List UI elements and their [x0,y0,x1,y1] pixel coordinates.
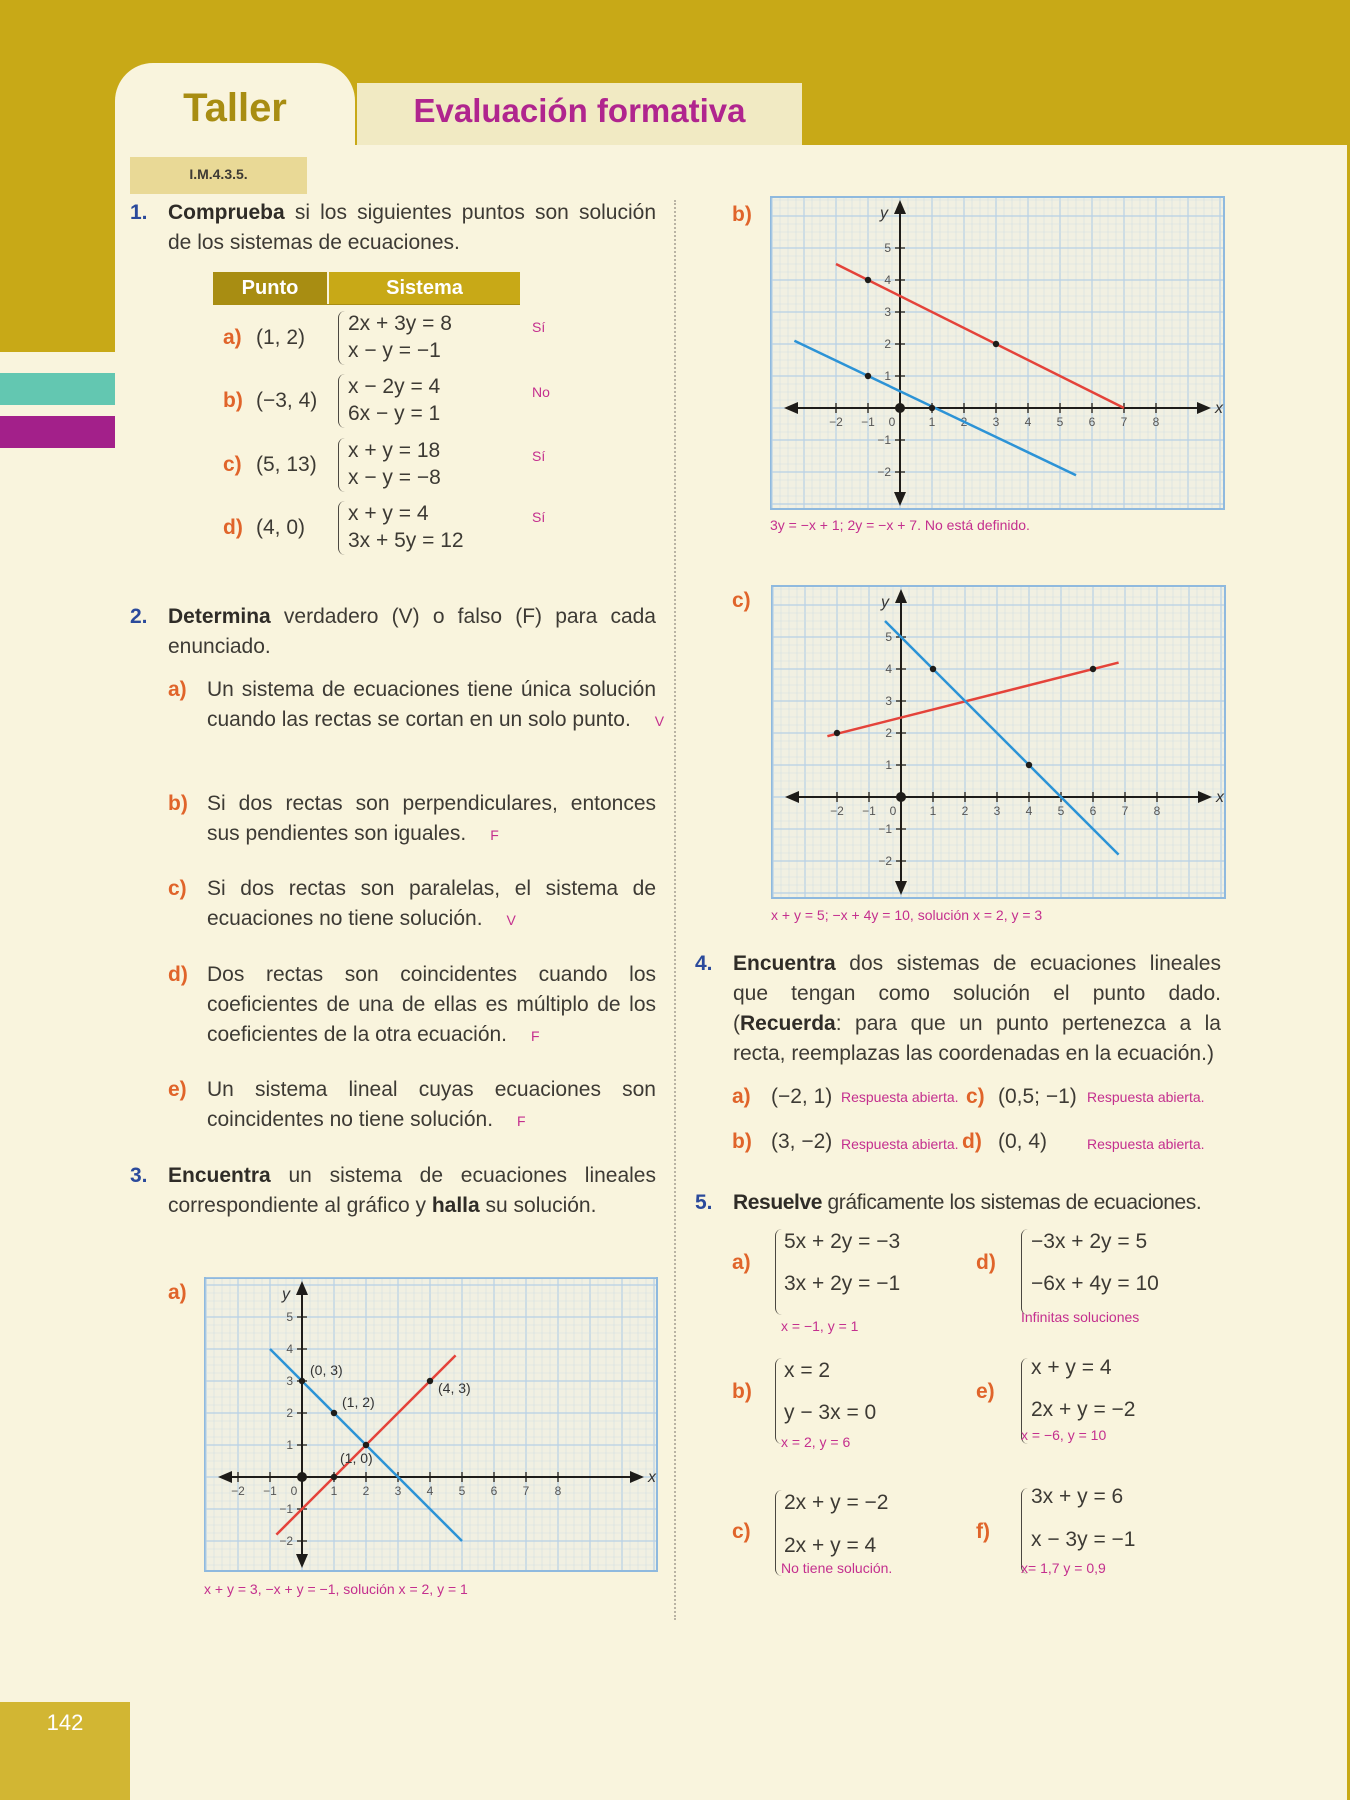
marked-point [331,1474,337,1480]
equation-2: −6x + 4y = 10 [1031,1272,1159,1295]
x-tick-label: 4 [1025,804,1033,818]
point-label: (0, 3) [310,1362,343,1378]
item-label: a) [732,1251,751,1274]
marked-point [929,405,935,411]
statement-c [207,874,656,934]
x-tick-label: 3 [993,804,1001,818]
row-point: (−3, 4) [256,389,318,412]
equation-1: 5x + 2y = −3 [784,1230,901,1253]
item-answer: x = −1, y = 1 [781,1318,859,1334]
equation-1: x + y = 18 [348,439,441,462]
x-tick-label: −1 [861,415,875,429]
left-band [0,0,115,352]
x-tick-label: 2 [961,804,969,818]
equation-1: −3x + 2y = 5 [1031,1230,1148,1253]
x-tick-label: 2 [362,1484,370,1498]
x-tick-label: 7 [1121,804,1129,818]
statement-answer: F [490,827,499,843]
given-point: (0,5; −1) [998,1085,1077,1108]
question-3-prompt [168,1161,656,1221]
graph-3a [204,1277,658,1572]
y-tick-label: 2 [885,726,892,740]
x-axis-label: x [648,1469,656,1486]
page-title: Evaluación formativa [413,92,746,129]
equation-2: x − y = −8 [348,466,441,489]
row-answer: No [532,384,550,400]
marked-point [930,666,936,672]
x-tick-label: −2 [829,415,843,429]
equation-2: 2x + y = 4 [784,1534,877,1557]
row-label: d) [223,516,243,539]
question-1-number: 1. [130,201,148,224]
statement-text: Si dos rectas son perpendiculares, entonces sus pendientes son iguales. [207,792,656,845]
y-tick-label: 4 [286,1342,293,1356]
y-tick-label: 2 [286,1406,293,1420]
marked-point [1026,762,1032,768]
item-label: e) [976,1380,995,1403]
question-4-verb: Encuentra [733,952,836,975]
equation-2: x − y = −1 [348,339,441,362]
magenta-tab [0,416,115,448]
equation-2: 3x + 2y = −1 [784,1272,901,1295]
statement-answer: V [506,912,516,928]
equation-2: 2x + y = −2 [1031,1398,1136,1421]
y-tick-label: 4 [884,273,891,287]
x-tick-label: −2 [231,1484,245,1498]
given-point: (−2, 1) [771,1085,833,1108]
equation-2: y − 3x = 0 [784,1401,877,1424]
x-tick-label: 7 [1120,415,1128,429]
x-tick-label: 8 [1152,415,1160,429]
x-tick-label: −1 [263,1484,277,1498]
x-tick-label: 6 [1089,804,1097,818]
y-tick-label: 1 [885,758,892,772]
item-label: c) [732,1520,751,1543]
statement-text: Si dos rectas son paralelas, el sistema de ecuaciones no tiene solución. [207,877,656,930]
y-tick-label: 1 [884,369,891,383]
x-tick-label: 0 [290,1484,298,1498]
origin-point [895,403,905,413]
y-tick-label: 5 [884,241,891,255]
question-5-number: 5. [695,1191,713,1214]
marked-point [865,373,871,379]
statement-text: Dos rectas son coincidentes cuando los coeficientes de una de ellas es múltiplo de los coeficientes de la otra ecuación. [207,963,656,1046]
y-axis-label: y [881,594,889,611]
row-point: (4, 0) [256,516,306,539]
x-axis-label: x [1216,789,1224,806]
item-label: f) [976,1520,990,1543]
equation-1: 2x + 3y = 8 [348,312,452,335]
x-tick-label: 5 [458,1484,466,1498]
row-label: a) [223,326,242,349]
y-tick-label: −1 [878,822,892,836]
y-tick-label: 3 [884,305,891,319]
x-tick-label: 1 [929,804,937,818]
row-answer: Sí [532,319,546,335]
point-label: (1, 2) [342,1394,375,1410]
system-brace [775,1358,784,1444]
question-3-number: 3. [130,1164,148,1187]
item-answer: Respuesta abierta. [1087,1136,1205,1152]
y-tick-label: 1 [286,1438,293,1452]
y-tick-label: 5 [286,1310,293,1324]
y-tick-label: −1 [877,433,891,447]
question-2-number: 2. [130,605,148,628]
table-header-system: Sistema [329,272,520,304]
x-tick-label: 1 [928,415,936,429]
equation-2: 6x − y = 1 [348,402,441,425]
item-answer: Respuesta abierta. [1087,1089,1205,1105]
question-4-prompt [733,949,1221,1069]
x-tick-label: 4 [426,1484,434,1498]
graph-label: b) [732,203,752,226]
statement-e [207,1075,656,1135]
graph-label: c) [732,589,751,612]
graph-answer: x + y = 5; −x + 4y = 10, solución x = 2, y = 3 [771,907,1043,923]
question-4-number: 4. [695,952,713,975]
question-2-prompt [168,602,656,662]
x-tick-label: 5 [1057,804,1065,818]
skill-code: I.M.4.3.5. [189,166,248,182]
y-tick-label: 3 [885,694,892,708]
statement-answer: F [531,1028,540,1044]
marked-point [834,730,840,736]
question-5-text: gráficamente los sistemas de ecuaciones. [827,1191,1202,1214]
x-tick-label: −1 [862,804,876,818]
marked-point [865,277,871,283]
graph-label: a) [168,1281,187,1304]
equation-1: 2x + y = −2 [784,1491,889,1514]
item-answer: Infinitas soluciones [1021,1309,1140,1325]
x-tick-label: 5 [1056,415,1064,429]
graph-answer: 3y = −x + 1; 2y = −x + 7. No está definido. [770,517,1030,533]
x-tick-label: 3 [394,1484,402,1498]
y-tick-label: 4 [885,662,892,676]
equation-2: 3x + 5y = 12 [348,529,464,552]
statement-text: Un sistema lineal cuyas ecuaciones son coincidentes no tiene solución. [207,1078,656,1131]
marked-point [299,1378,305,1384]
statement-a [207,675,665,735]
item-answer: x = −6, y = 10 [1021,1427,1107,1443]
statement-d [207,960,656,1050]
question-4-text-2: : para que un punto pertenezca a la recta, reemplazas las coordenadas en la ecuación.) [733,1012,1221,1065]
row-answer: Sí [532,509,546,525]
marked-point [363,1442,369,1448]
equation-1: x + y = 4 [348,502,429,525]
statement-answer: F [517,1113,526,1129]
system-brace [338,501,346,555]
statement-text: Un sistema de ecuaciones tiene única solución cuando las rectas se cortan en un solo punto. [207,678,656,731]
y-axis-label: y [880,205,888,222]
y-tick-label: −2 [878,854,892,868]
item-label: a) [732,1085,751,1108]
graph-frame [205,1278,657,1571]
point-label: (1, 0) [340,1450,373,1466]
item-answer: x= 1,7 y = 0,9 [1021,1560,1106,1576]
x-tick-label: 8 [1153,804,1161,818]
x-tick-label: 4 [1024,415,1032,429]
x-tick-label: 0 [888,415,896,429]
marked-point [331,1410,337,1416]
x-tick-label: −2 [830,804,844,818]
system-brace [338,374,346,428]
x-tick-label: 6 [1088,415,1096,429]
graph-3c [771,585,1226,899]
question-5-verb: Resuelve [733,1191,823,1214]
row-label: b) [223,389,243,412]
equation-2: x − 3y = −1 [1031,1528,1136,1551]
question-4-verb-2: Recuerda [740,1012,836,1035]
marked-point [427,1378,433,1384]
question-1-prompt [168,198,656,258]
item-label: b) [168,792,188,815]
system-brace [338,438,346,492]
point-label: (4, 3) [438,1380,471,1396]
graph-3b [770,196,1225,510]
y-tick-label: 3 [286,1374,293,1388]
question-1-verb: Comprueba [168,201,285,224]
y-tick-label: 5 [885,630,892,644]
question-3-text-2: su solución. [485,1194,597,1217]
table-header-point: Punto [213,272,327,304]
column-divider [674,200,676,1620]
question-2-text: verdadero (V) o falso (F) para cada enunciado. [168,605,656,658]
y-tick-label: 2 [884,337,891,351]
item-label: d) [976,1251,996,1274]
question-3-text: un sistema de ecuaciones lineales correspondiente al gráfico y [168,1164,656,1217]
question-2-verb: Determina [168,605,271,628]
x-axis-label: x [1215,400,1223,417]
item-label: c) [966,1085,985,1108]
y-axis-label: y [282,1286,290,1303]
origin-point [297,1472,307,1482]
marked-point [1090,666,1096,672]
row-point: (1, 2) [256,326,306,349]
y-tick-label: −2 [279,1534,293,1548]
item-answer: No tiene solución. [781,1560,893,1576]
item-label: e) [168,1078,187,1101]
given-point: (3, −2) [771,1130,833,1153]
teal-tab [0,373,115,405]
x-tick-label: 6 [490,1484,498,1498]
x-tick-label: 3 [992,415,1000,429]
item-label: a) [168,678,187,701]
item-label: d) [168,963,188,986]
question-3-verb-2: halla [431,1194,480,1217]
equation-1: x = 2 [784,1359,831,1382]
x-tick-label: 1 [330,1484,338,1498]
item-label: c) [168,877,187,900]
statement-answer: V [654,713,665,729]
origin-point [896,792,906,802]
row-label: c) [223,453,242,476]
system-brace [338,311,346,365]
marked-point [993,341,999,347]
graph-answer: x + y = 3, −x + y = −1, solución x = 2, y = 1 [204,1581,468,1597]
system-brace [1021,1229,1030,1315]
question-4-text: dos sistemas de ecuaciones lineales que tengan como solución el punto dado. ( [733,952,1221,1035]
question-1-text: si los siguientes puntos son solución de los sistemas de ecuaciones. [168,201,657,254]
x-tick-label: 0 [889,804,897,818]
x-tick-label: 8 [554,1484,562,1498]
equation-1: 3x + y = 6 [1031,1485,1124,1508]
y-tick-label: −1 [279,1502,293,1516]
row-answer: Sí [532,448,546,464]
page-number: 142 [46,1710,84,1735]
y-tick-label: −2 [877,465,891,479]
item-answer: x = 2, y = 6 [781,1434,851,1450]
table-header-rule [213,304,520,305]
question-5-prompt [733,1188,1233,1218]
system-brace [775,1229,784,1315]
item-answer: Respuesta abierta. [841,1136,959,1152]
item-answer: Respuesta abierta. [841,1089,959,1105]
equation-1: x − 2y = 4 [348,375,441,398]
item-label: b) [732,1130,752,1153]
question-3-verb: Encuentra [168,1164,271,1187]
item-label: b) [732,1380,752,1403]
item-label: d) [962,1130,982,1153]
equation-1: x + y = 4 [1031,1356,1112,1379]
row-point: (5, 13) [256,453,317,476]
section-label: Taller [183,86,287,130]
statement-b [207,789,656,849]
given-point: (0, 4) [998,1130,1048,1153]
x-tick-label: 7 [522,1484,530,1498]
